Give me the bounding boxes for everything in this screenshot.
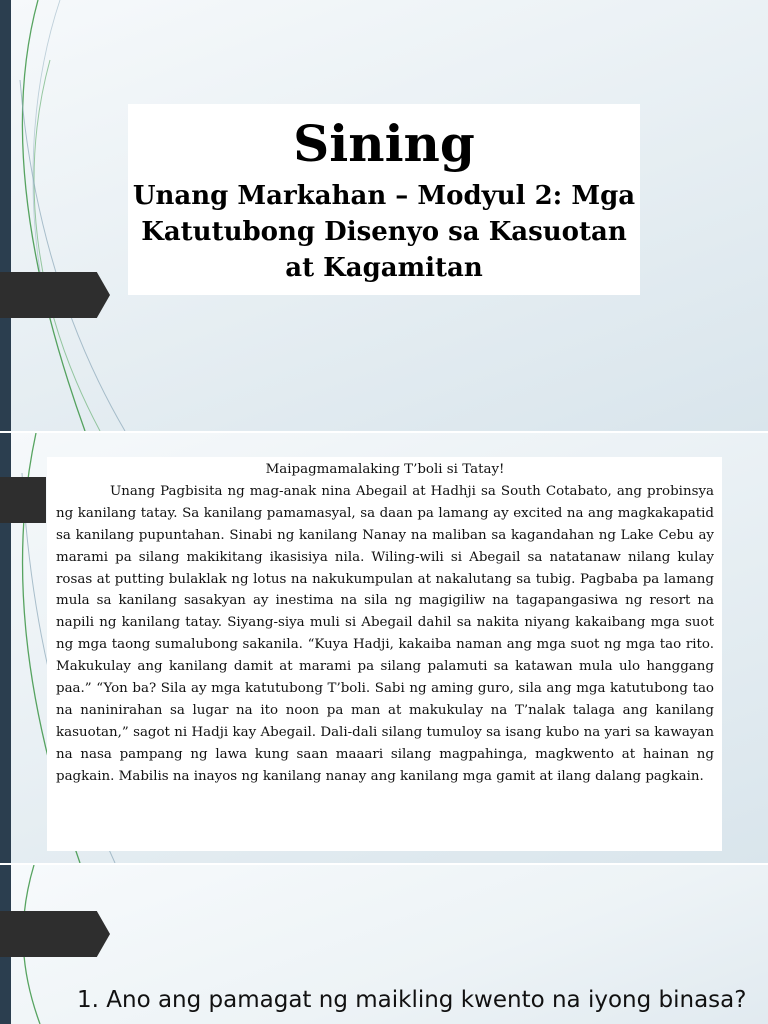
slide-subtitle: Unang Markahan – Modyul 2: Mga Katutubong Disenyo sa Kasuotan at Kagamitan (132, 181, 636, 283)
question-text: 1. Ano ang pamagat ng maikling kwento na iyong binasa? (77, 987, 747, 1013)
title-slide (0, 0, 768, 431)
slide-tab-arrow (0, 477, 46, 523)
question-slide (0, 865, 768, 1024)
decorative-swoosh-icon (0, 0, 130, 431)
story-slide (0, 433, 768, 863)
left-accent-bar (0, 0, 11, 431)
slide-tab-arrow (0, 911, 110, 957)
slide-title: Sining (293, 114, 475, 173)
story-body: Unang Pagbisita ng mag-anak nina Abegail at Hadhji sa South Cotabato, ang probinsya ng kanilang tatay. Sa kanilang pamamasyal, sa daan pa lamang ay excited na ang magkakapatid sa kanilang pupuntahan. Sinabi ng kanilang Nanay na maliban sa kagandahan ng Lake Cebu ay marami pa silang makikitang ikasisiya nila. Wiling-wili si Abegail sa natatanaw nilang kulay rosas at putting bulaklak ng lotus na nakukumpulan at nakalutang sa tubig. Pagbaba pa lamang mula sa kanilang sasakyan ay inestima na sila ng magigiliw na tagapangasiwa ng resort na napili ng kanilang tatay. Siyang-siya muli si Abegail dahil sa nakita niyang kakaibang mga suot ng mga taong sumalubong sakanila. “Kuya Hadji, kakaiba naman ang mga suot ng mga tao rito. Makukulay ang kanilang damit at marami pa silang palamuti sa katawan mula ulo hanggang paa.” “Yon ba? Sila ay mga katutubong T’boli. Sabi ng aming guro, sila ang mga katutubong tao na naninirahan sa lugar na ito noon pa man at makukulay na T’nalak talaga ang kanilang kasuotan,” sagot ni Hadji kay Abegail. Dali-dali silang tumuloy sa isang kubo na yari sa kawayan na nasa pampang ng lawa kung saan maaari silang magpahinga, magkwento at hainan ng pagkain. Mabilis na inayos ng kanilang nanay ang kanilang mga gamit at ilang dalang pagkain. (56, 483, 714, 784)
slide-tab-arrow (0, 272, 110, 318)
story-box (47, 457, 722, 851)
story-title: Maipagmamalaking T’boli si Tatay! (265, 462, 505, 477)
title-box (128, 104, 640, 295)
